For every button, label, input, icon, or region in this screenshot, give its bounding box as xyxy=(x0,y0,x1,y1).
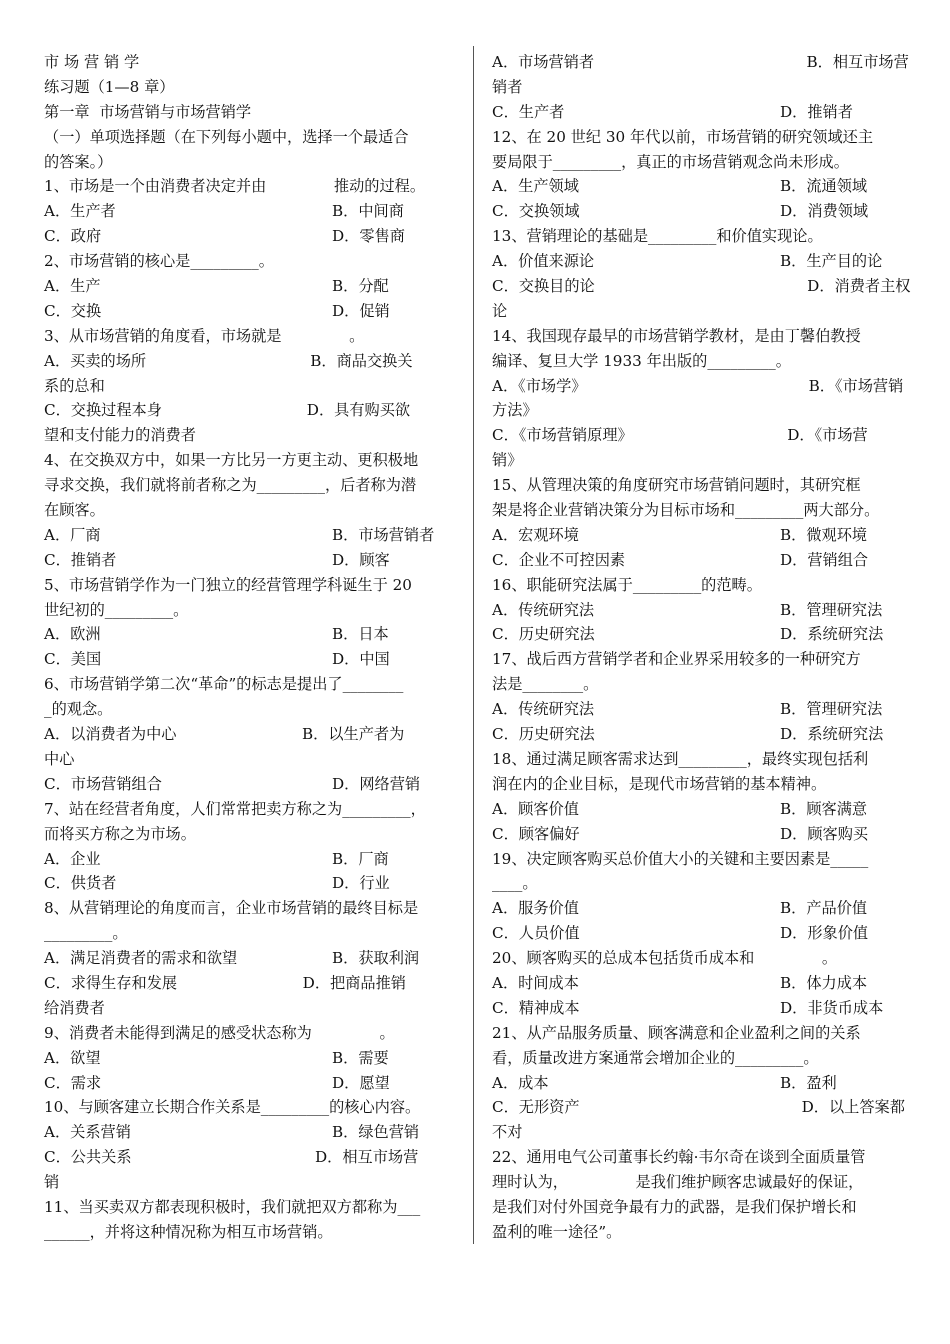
option-row xyxy=(44,523,458,548)
right-column xyxy=(492,50,911,1245)
option-a: A．生产 xyxy=(44,277,101,296)
option-b: B．管理研究法 xyxy=(780,700,883,719)
option-row xyxy=(492,199,908,224)
option-a: A．生产领域 xyxy=(492,177,579,196)
text-line: A．买卖的场所 B．商品交换关 xyxy=(44,351,413,370)
option-a: C．顾客偏好 xyxy=(492,824,580,843)
option-a: A．传统研究法 xyxy=(492,700,595,719)
text-line: 4、在交换双方中，如果一方比另一方更主动、更积极地 xyxy=(44,451,419,470)
option-b: B．体力成本 xyxy=(780,973,868,992)
option-b: D．消费领域 xyxy=(780,202,869,221)
text-line: 6、市场营销学第二次“革命”的标志是提出了________ xyxy=(44,675,404,694)
text-line: _________。 xyxy=(44,924,128,943)
text-line: 方法》 xyxy=(492,401,538,420)
text-line: 19、决定顾客购买总价值大小的关键和主要因素是_____ xyxy=(492,849,869,868)
text-line: 练习题（1—8 章） xyxy=(44,77,175,96)
text-line: C．交换目的论 D．消费者主权 xyxy=(492,277,911,296)
column-divider xyxy=(473,46,474,1244)
option-row xyxy=(492,697,908,722)
option-row xyxy=(492,249,908,274)
text-line: 给消费者 xyxy=(44,998,105,1017)
option-row xyxy=(492,971,908,996)
text-line: 系的总和 xyxy=(44,376,105,395)
text-line: 13、营销理论的基础是_________和价值实现论。 xyxy=(492,227,823,246)
option-b: D．营销组合 xyxy=(780,550,869,569)
option-b: B．日本 xyxy=(332,625,389,644)
text-line: 9、消费者未能得到满足的感受状态称为 。 xyxy=(44,1023,395,1042)
text-line: 中心 xyxy=(44,749,75,768)
text-line: C．交换过程本身 D．具有购买欲 xyxy=(44,401,411,420)
text-line: ______，并将这种情况称为相互市场营销。 xyxy=(44,1222,333,1241)
text-line: C．公共关系 D．相互市场营 xyxy=(44,1148,419,1167)
text-line: 销》 xyxy=(492,451,523,470)
text-line: _的观念。 xyxy=(44,700,113,719)
option-b: B．获取利润 xyxy=(332,949,420,968)
text-line: 18、通过满足顾客需求达到_________，最终实现包括利 xyxy=(492,749,869,768)
text-line: ____。 xyxy=(492,874,538,893)
option-row xyxy=(44,847,458,872)
option-a: C．人员价值 xyxy=(492,924,580,943)
option-a: A．关系营销 xyxy=(44,1123,131,1142)
text-line: 盈利的唯一途径”。 xyxy=(492,1222,622,1241)
option-a: A．宏观环境 xyxy=(492,525,579,544)
option-row xyxy=(44,274,458,299)
text-line: 润在内的企业目标，是现代市场营销的基本精神。 xyxy=(492,774,827,793)
option-a: C．交换 xyxy=(44,301,102,320)
text-line: 8、从营销理论的角度而言，企业市场营销的最终目标是 xyxy=(44,899,419,918)
option-a: C．需求 xyxy=(44,1073,102,1092)
text-line: 16、职能研究法属于_________的范畴。 xyxy=(492,575,762,594)
option-b: B．产品价值 xyxy=(780,899,868,918)
text-line: 1、市场是一个由消费者决定并由 推动的过程。 xyxy=(44,177,426,196)
option-b: B．顾客满意 xyxy=(780,799,868,818)
option-b: B．中间商 xyxy=(332,202,404,221)
option-a: C．推销者 xyxy=(44,550,117,569)
option-b: D．系统研究法 xyxy=(780,625,884,644)
option-row xyxy=(44,871,458,896)
option-a: A．顾客价值 xyxy=(492,799,579,818)
option-row xyxy=(492,996,908,1021)
text-line: 法是________。 xyxy=(492,675,599,694)
option-row xyxy=(492,598,908,623)
text-line: 20、顾客购买的总成本包括货币成本和 。 xyxy=(492,949,838,968)
option-row xyxy=(492,548,908,573)
text-line: C．《市场营销原理》 D．《市场营 xyxy=(492,426,868,445)
text-line: 22、通用电气公司董事长约翰·韦尔奇在谈到全面质量管 xyxy=(492,1148,866,1167)
option-a: A．满足消费者的需求和欲望 xyxy=(44,949,238,968)
option-row xyxy=(492,622,908,647)
option-row xyxy=(492,1071,908,1096)
text-line: 要局限于_________，真正的市场营销观念尚未形成。 xyxy=(492,152,849,171)
text-line: 理时认为， 是我们维护顾客忠诚最好的保证， xyxy=(492,1173,864,1192)
option-b: D．行业 xyxy=(332,874,390,893)
option-row xyxy=(44,1120,458,1145)
option-a: C．历史研究法 xyxy=(492,725,595,744)
option-a: C．企业不可控因素 xyxy=(492,550,626,569)
option-row xyxy=(492,174,908,199)
text-line: 5、市场营销学作为一门独立的经营管理学科诞生于 20 xyxy=(44,575,412,594)
option-a: A．成本 xyxy=(492,1073,549,1092)
option-a: A．厂商 xyxy=(44,525,101,544)
option-a: C．历史研究法 xyxy=(492,625,595,644)
option-row xyxy=(44,647,458,672)
option-a: A．欧洲 xyxy=(44,625,101,644)
text-line: 10、与顾客建立长期合作关系是_________的核心内容。 xyxy=(44,1098,421,1117)
option-row xyxy=(44,622,458,647)
option-b: B．绿色营销 xyxy=(332,1123,420,1142)
text-line: 寻求交换，我们就将前者称之为_________，后者称为潜 xyxy=(44,476,417,495)
option-b: B．管理研究法 xyxy=(780,600,883,619)
option-row xyxy=(44,1071,458,1096)
text-line: 架是将企业营销决策分为目标市场和_________两大部分。 xyxy=(492,501,880,520)
option-row xyxy=(44,548,458,573)
text-line: （一）单项选择题（在下列每小题中，选择一个最适合 xyxy=(44,127,409,146)
option-row xyxy=(492,722,908,747)
option-b: D．非货币成本 xyxy=(780,998,884,1017)
text-line: 7、站在经营者角度，人们常常把卖方称之为_________， xyxy=(44,799,426,818)
option-a: A．传统研究法 xyxy=(492,600,595,619)
text-line: A．《市场学》 B．《市场营销 xyxy=(492,376,904,395)
option-b: B．市场营销者 xyxy=(332,525,435,544)
option-a: A．生产者 xyxy=(44,202,116,221)
option-a: C．供货者 xyxy=(44,874,117,893)
option-row xyxy=(492,921,908,946)
text-line: 看，质量改进方案通常会增加企业的_________。 xyxy=(492,1048,819,1067)
text-line: 是我们对付外国竞争最有力的武器，是我们保护增长和 xyxy=(492,1197,857,1216)
option-a: C．市场营销组合 xyxy=(44,774,162,793)
option-a: A．时间成本 xyxy=(492,973,579,992)
option-b: B．分配 xyxy=(332,277,389,296)
text-line: 17、战后西方营销学者和企业界采用较多的一种研究方 xyxy=(492,650,861,669)
text-line: 不对 xyxy=(492,1123,523,1142)
text-line: 在顾客。 xyxy=(44,501,105,520)
text-line: 销者 xyxy=(492,77,523,96)
option-b: D．促销 xyxy=(332,301,390,320)
text-line: 3、从市场营销的角度看，市场就是 。 xyxy=(44,326,365,345)
text-line: 15、从管理决策的角度研究市场营销问题时，其研究框 xyxy=(492,476,861,495)
option-row xyxy=(44,946,458,971)
option-b: B．微观环境 xyxy=(780,525,868,544)
option-a: C．美国 xyxy=(44,650,102,669)
option-b: D．中国 xyxy=(332,650,390,669)
text-line: C．无形资产 D．以上答案都 xyxy=(492,1098,905,1117)
option-b: B．厂商 xyxy=(332,849,389,868)
text-line: 的答案。） xyxy=(44,152,113,171)
option-a: C．生产者 xyxy=(492,102,565,121)
text-line: 世纪初的_________。 xyxy=(44,600,189,619)
option-a: A．欲望 xyxy=(44,1048,101,1067)
option-b: D．推销者 xyxy=(780,102,853,121)
text-line: 市 场 营 销 学 xyxy=(44,53,140,71)
option-row xyxy=(492,896,908,921)
option-b: B．盈利 xyxy=(780,1073,837,1092)
text-line: 而将买方称之为市场。 xyxy=(44,824,196,843)
option-b: D．愿望 xyxy=(332,1073,390,1092)
option-b: B．流通领域 xyxy=(780,177,868,196)
text-line: 销 xyxy=(44,1173,60,1192)
option-row xyxy=(44,772,458,797)
text-line: 第一章 市场营销与市场营销学 xyxy=(44,102,252,121)
option-b: B．生产目的论 xyxy=(780,252,883,271)
option-a: A．价值来源论 xyxy=(492,252,595,271)
option-a: C．交换领域 xyxy=(492,202,580,221)
option-a: C．政府 xyxy=(44,227,102,246)
option-b: B．需要 xyxy=(332,1048,389,1067)
text-line: 望和支付能力的消费者 xyxy=(44,426,196,445)
option-b: D．形象价值 xyxy=(780,924,869,943)
text-line: 11、当买卖双方都表现积极时，我们就把双方都称为___ xyxy=(44,1197,421,1216)
option-row xyxy=(492,523,908,548)
option-b: D．顾客 xyxy=(332,550,390,569)
option-row xyxy=(492,822,908,847)
text-line: 编译、复旦大学 1933 年出版的_________。 xyxy=(492,351,791,370)
option-a: C．精神成本 xyxy=(492,998,580,1017)
option-row xyxy=(44,199,458,224)
text-line: 21、从产品服务质量、顾客满意和企业盈利之间的关系 xyxy=(492,1023,861,1042)
option-b: D．顾客购买 xyxy=(780,824,869,843)
option-b: D．网络营销 xyxy=(332,774,421,793)
text-line: A．以消费者为中心 B．以生产者为 xyxy=(44,725,405,744)
option-row xyxy=(492,797,908,822)
option-row xyxy=(492,100,908,125)
text-line: 14、我国现存最早的市场营销学教材，是由丁馨伯教授 xyxy=(492,326,861,345)
option-a: A．企业 xyxy=(44,849,101,868)
option-row xyxy=(44,299,458,324)
left-column xyxy=(44,50,458,1245)
option-b: D．系统研究法 xyxy=(780,725,884,744)
text-line: 12、在 20 世纪 30 年代以前，市场营销的研究领域还主 xyxy=(492,127,874,146)
option-row xyxy=(44,224,458,249)
option-b: D．零售商 xyxy=(332,227,405,246)
text-line: 论 xyxy=(492,301,508,320)
option-a: A．服务价值 xyxy=(492,899,579,918)
text-line: C．求得生存和发展 D．把商品推销 xyxy=(44,973,406,992)
text-line: 2、市场营销的核心是_________。 xyxy=(44,252,274,271)
option-row xyxy=(44,1046,458,1071)
text-line: A．市场营销者 B．相互市场营 xyxy=(492,53,909,71)
